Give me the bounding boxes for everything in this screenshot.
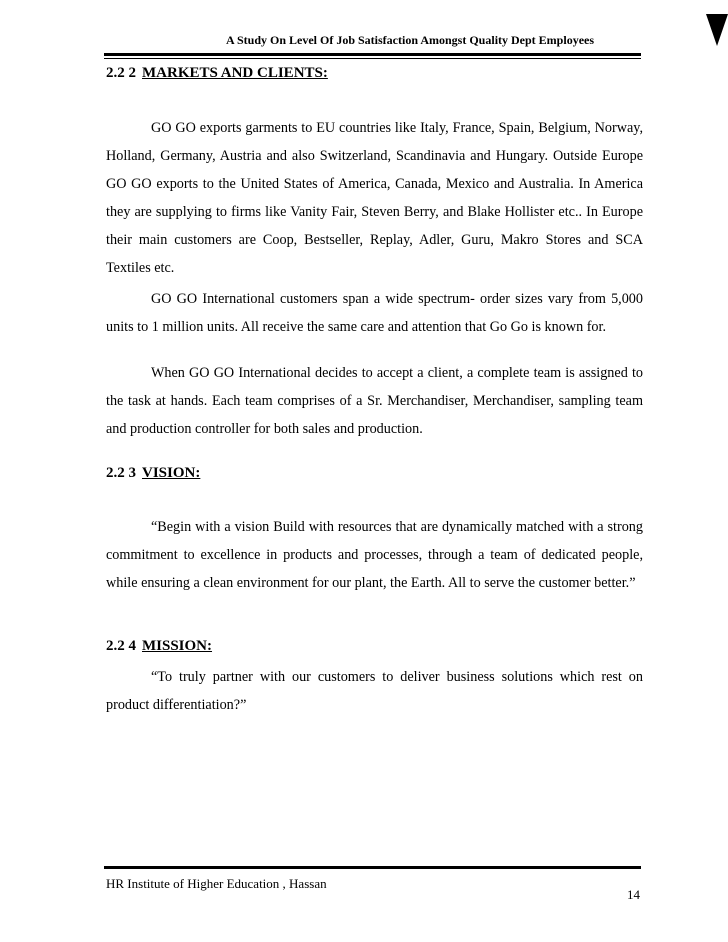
paragraph-text: When GO GO International decides to accept a client, a complete team is assigned to the task at hands. Each team comprises of a Sr. Merchandiser, Merchandiser, sampling team and production controller for both sales and production. [106,365,643,437]
page-corner-mark-icon [706,14,728,46]
paragraph-markets-3 [106,359,643,443]
paragraph-markets-2 [106,285,643,341]
section-title: MISSION: [142,638,213,654]
section-heading-markets [106,65,328,82]
footer-institute: HR Institute of Higher Education , Hassan [106,876,327,891]
page-number: 14 [627,887,640,902]
paragraph-text: GO GO exports garments to EU countries like Italy, France, Spain, Belgium, Norway, Holland, Germany, Austria and also Switzerland, Scandinavia and Hungary. Outside Europe GO GO exports to the United States of America, Canada, Mexico and Australia. In America they are supplying to firms like Vanity Fair, Steven Berry, and Blake Hollister etc.. In Europe their main customers are Coop, Bestseller, Replay, Adler, Guru, Makro Stores and SCA Textiles etc. [106,120,643,276]
footer-rule-thick [104,866,641,869]
section-heading-vision [106,465,200,482]
header-rule-thin [104,58,641,59]
section-number: 2.2 2 [106,65,136,81]
section-title: VISION: [142,465,201,481]
paragraph-text: “To truly partner with our customers to deliver business solutions which rest on product differentiation?” [106,669,643,713]
section-number: 2.2 4 [106,638,136,654]
section-heading-mission [106,638,212,655]
section-number: 2.2 3 [106,465,136,481]
paragraph-vision [106,513,643,597]
paragraph-text: “Begin with a vision Build with resources that are dynamically matched with a strong commitment to excellence in products and processes, through a team of dedicated people, while ensuring a clean environment for our plant, the Earth. All to serve the customer better.” [106,519,643,591]
paragraph-text: GO GO International customers span a wide spectrum- order sizes vary from 5,000 units to 1 million units. All receive the same care and attention that Go Go is known for. [106,291,643,335]
section-title: MARKETS AND CLIENTS: [142,65,328,81]
header-rule-thick [104,53,641,56]
paragraph-markets-1 [106,114,643,282]
page-header-title: A Study On Level Of Job Satisfaction Amongst Quality Dept Employees [225,33,595,47]
paragraph-mission [106,663,643,719]
